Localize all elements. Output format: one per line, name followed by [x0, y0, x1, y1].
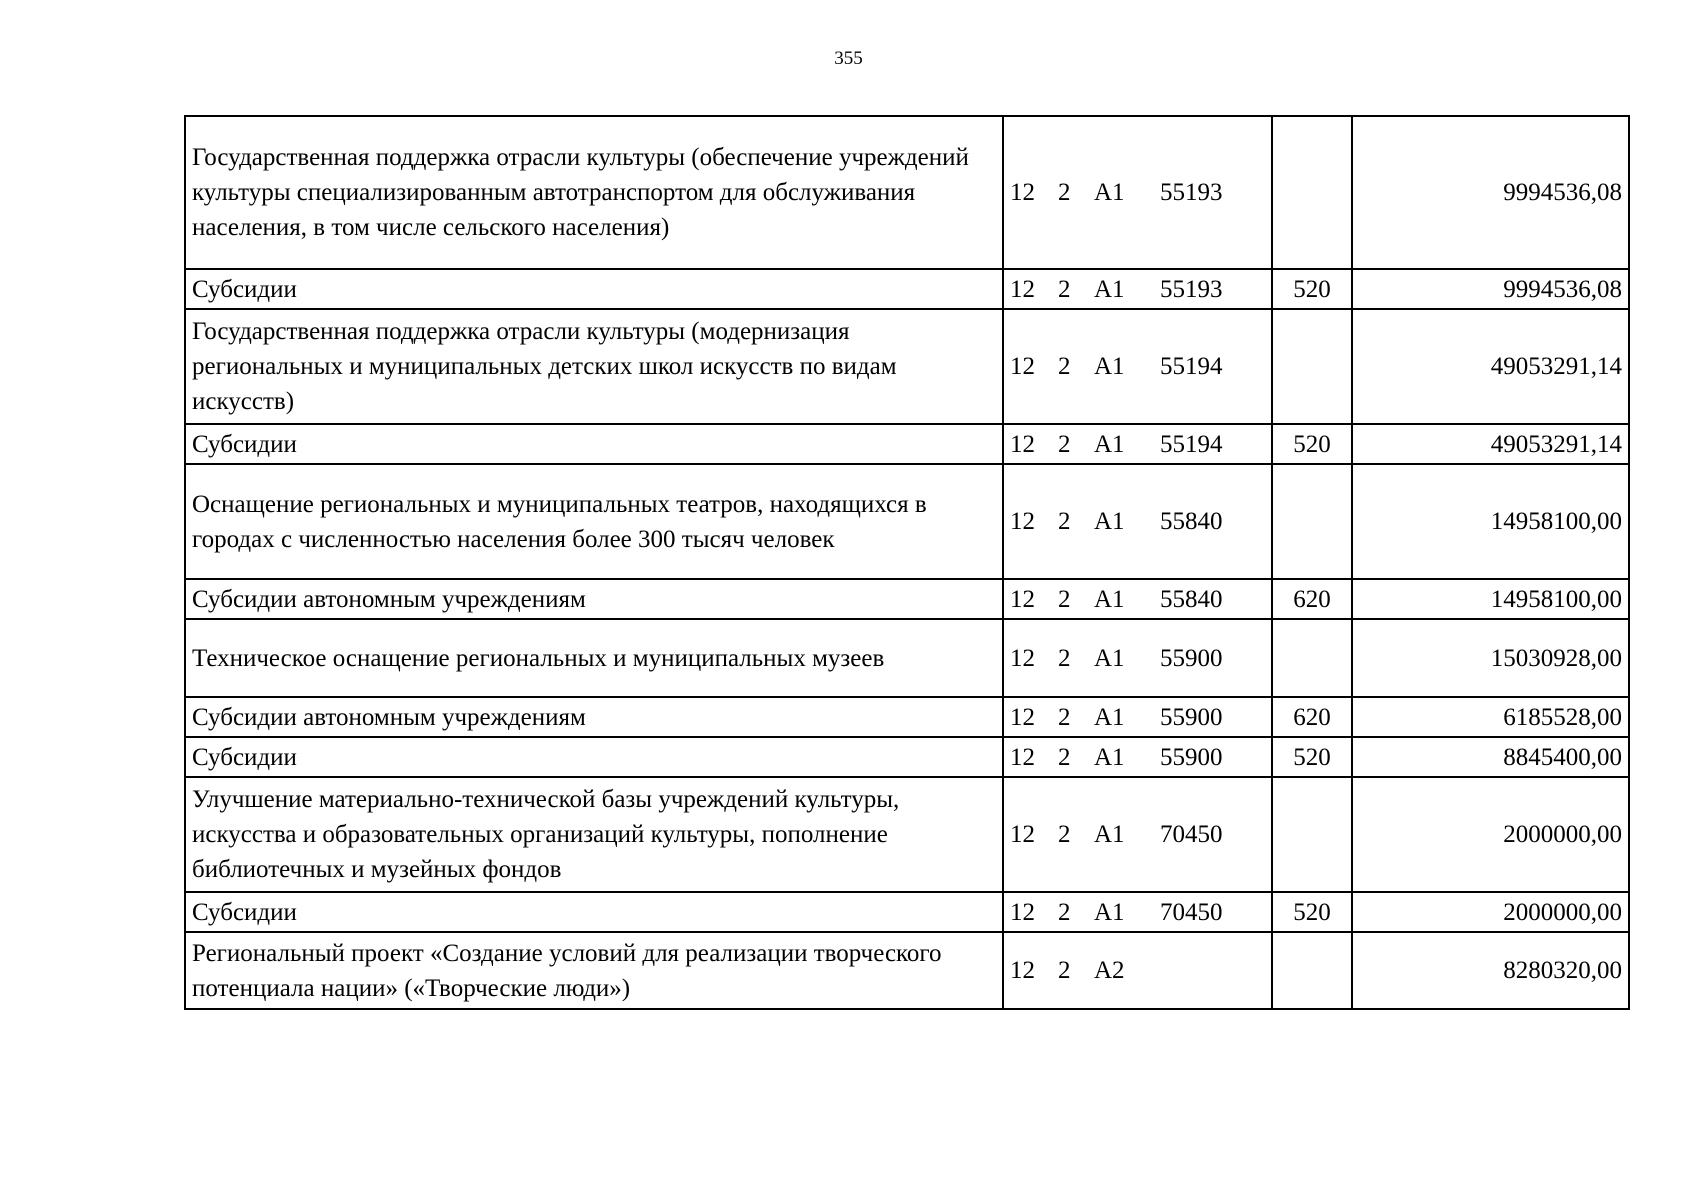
row-codes	[1003, 424, 1272, 464]
program-code: 2	[1058, 585, 1071, 613]
direction-code: 55193	[1160, 179, 1223, 206]
amount: 8845400,00	[1352, 737, 1629, 777]
table-row	[185, 579, 1629, 619]
budget-table-body	[185, 116, 1629, 1009]
amount: 49053291,14	[1352, 309, 1629, 424]
direction-code: 55840	[1160, 508, 1223, 535]
amount: 15030928,00	[1352, 619, 1629, 697]
project-code: А1	[1094, 275, 1125, 303]
row-codes	[1003, 932, 1272, 1009]
budget-table	[184, 115, 1630, 1010]
section-code: 12	[1010, 585, 1035, 613]
section-code: 12	[1010, 898, 1035, 926]
row-name: Техническое оснащение региональных и муниципальных музеев	[185, 619, 1003, 697]
project-code: А1	[1094, 703, 1125, 731]
amount: 2000000,00	[1352, 892, 1629, 932]
expense-type	[1272, 464, 1352, 579]
direction-code: 55193	[1160, 275, 1223, 303]
direction-code: 55840	[1160, 585, 1223, 613]
amount: 14958100,00	[1352, 464, 1629, 579]
table-row	[185, 777, 1629, 892]
program-code: 2	[1058, 179, 1071, 206]
row-name: Субсидии автономным учреждениям	[185, 579, 1003, 619]
program-code: 2	[1058, 430, 1071, 458]
project-code: А1	[1094, 743, 1125, 771]
expense-type: 520	[1272, 892, 1352, 932]
project-code: А1	[1094, 508, 1125, 535]
table-row	[185, 464, 1629, 579]
section-code: 12	[1010, 957, 1035, 984]
row-codes	[1003, 619, 1272, 697]
expense-type: 620	[1272, 579, 1352, 619]
table-row	[185, 309, 1629, 424]
section-code: 12	[1010, 430, 1035, 458]
project-code: А1	[1094, 821, 1125, 848]
row-name: Субсидии	[185, 892, 1003, 932]
row-codes	[1003, 892, 1272, 932]
section-code: 12	[1010, 179, 1035, 206]
expense-type	[1272, 932, 1352, 1009]
section-code: 12	[1010, 821, 1035, 848]
project-code: А1	[1094, 644, 1125, 672]
expense-type: 620	[1272, 697, 1352, 737]
table-row	[185, 619, 1629, 697]
table-row	[185, 892, 1629, 932]
section-code: 12	[1010, 703, 1035, 731]
row-name: Государственная поддержка отрасли культуры (обеспечение учреждений культуры специализированным автотранспортом для обслуживания населения, в том числе сельского населения)	[185, 116, 1003, 269]
program-code: 2	[1058, 644, 1071, 672]
section-code: 12	[1010, 743, 1035, 771]
direction-code: 70450	[1160, 821, 1223, 848]
amount: 14958100,00	[1352, 579, 1629, 619]
row-name: Субсидии	[185, 269, 1003, 309]
expense-type	[1272, 116, 1352, 269]
amount: 2000000,00	[1352, 777, 1629, 892]
section-code: 12	[1010, 353, 1035, 380]
row-name: Субсидии	[185, 737, 1003, 777]
direction-code: 55194	[1160, 353, 1223, 380]
amount: 6185528,00	[1352, 697, 1629, 737]
project-code: А1	[1094, 353, 1125, 380]
project-code: А1	[1094, 430, 1125, 458]
table-row	[185, 932, 1629, 1009]
expense-type	[1272, 309, 1352, 424]
expense-type: 520	[1272, 269, 1352, 309]
row-name: Улучшение материально-технической базы учреждений культуры, искусства и образовательных организаций культуры, пополнение библиотечных и музейных фондов	[185, 777, 1003, 892]
row-codes	[1003, 737, 1272, 777]
expense-type	[1272, 777, 1352, 892]
program-code: 2	[1058, 353, 1071, 380]
row-codes	[1003, 777, 1272, 892]
table-row	[185, 697, 1629, 737]
section-code: 12	[1010, 644, 1035, 672]
program-code: 2	[1058, 275, 1071, 303]
row-name: Субсидии	[185, 424, 1003, 464]
table-row	[185, 116, 1629, 269]
direction-code: 55194	[1160, 430, 1223, 458]
row-codes	[1003, 579, 1272, 619]
row-codes	[1003, 116, 1272, 269]
row-name: Региональный проект «Создание условий для реализации творческого потенциала нации» («Творческие люди»)	[185, 932, 1003, 1009]
expense-type: 520	[1272, 424, 1352, 464]
expense-type	[1272, 619, 1352, 697]
row-name: Государственная поддержка отрасли культуры (модернизация региональных и муниципальных детских школ искусств по видам искусств)	[185, 309, 1003, 424]
project-code: А1	[1094, 179, 1125, 206]
row-codes	[1003, 697, 1272, 737]
expense-type: 520	[1272, 737, 1352, 777]
direction-code: 55900	[1160, 743, 1223, 771]
direction-code: 55900	[1160, 703, 1223, 731]
table-row	[185, 737, 1629, 777]
row-codes	[1003, 269, 1272, 309]
program-code: 2	[1058, 743, 1071, 771]
row-codes	[1003, 309, 1272, 424]
project-code: А1	[1094, 898, 1125, 926]
amount: 9994536,08	[1352, 269, 1629, 309]
direction-code: 55900	[1160, 644, 1223, 672]
program-code: 2	[1058, 821, 1071, 848]
program-code: 2	[1058, 703, 1071, 731]
project-code: А1	[1094, 585, 1125, 613]
row-name: Оснащение региональных и муниципальных театров, находящихся в городах с численностью населения более 300 тысяч человек	[185, 464, 1003, 579]
project-code: А2	[1094, 957, 1125, 984]
section-code: 12	[1010, 508, 1035, 535]
page-number: 355	[834, 48, 863, 69]
section-code: 12	[1010, 275, 1035, 303]
table-row	[185, 269, 1629, 309]
amount: 8280320,00	[1352, 932, 1629, 1009]
row-name: Субсидии автономным учреждениям	[185, 697, 1003, 737]
table-row	[185, 424, 1629, 464]
amount: 9994536,08	[1352, 116, 1629, 269]
program-code: 2	[1058, 957, 1071, 984]
row-codes	[1003, 464, 1272, 579]
direction-code: 70450	[1160, 898, 1223, 926]
program-code: 2	[1058, 898, 1071, 926]
amount: 49053291,14	[1352, 424, 1629, 464]
program-code: 2	[1058, 508, 1071, 535]
